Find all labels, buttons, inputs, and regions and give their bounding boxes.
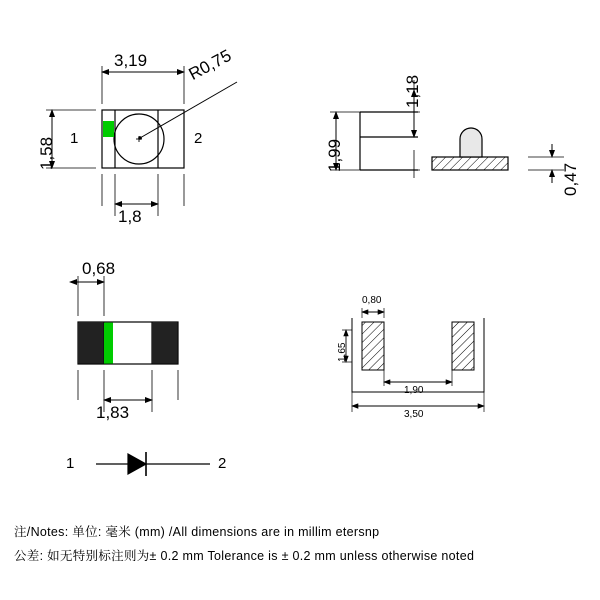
tolerance-note: 公差: 如无特别标注则为± 0.2 mm Tolerance is ± 0.2 mm unless otherwise noted <box>14 549 475 563</box>
bottom-electrode-right <box>153 323 178 364</box>
dim-bottom-length: 1,83 <box>96 403 130 422</box>
dim-side-body-thickness: 0,47 <box>561 162 580 196</box>
dim-top-width: 3,19 <box>114 51 148 70</box>
led-chip-bottom <box>104 323 113 364</box>
dim-footprint-inner-span: 1,90 <box>404 385 424 396</box>
dim-footprint-outer-span: 3,50 <box>404 409 424 420</box>
bottom-electrode-left <box>79 323 104 364</box>
side-view-geometry <box>360 112 508 170</box>
dim-footprint-pad-width: 0,80 <box>362 295 382 306</box>
dim-top-height: 1,58 <box>37 136 56 170</box>
dim-side-lens-height: 1,18 <box>403 74 422 108</box>
top-pin1-label: 1 <box>70 130 79 147</box>
top-view-geometry <box>102 82 237 168</box>
units-note <box>14 522 379 540</box>
symbol-pin2-label: 2 <box>218 455 227 472</box>
dim-top-pad: 1,8 <box>118 207 142 226</box>
top-pin2-label: 2 <box>194 130 203 147</box>
diode-symbol-geometry <box>96 452 210 476</box>
dim-bottom-electrode: 0,68 <box>82 259 116 278</box>
dim-top-radius: R0,75 <box>185 45 235 84</box>
units-note-suffix: np <box>364 525 380 539</box>
led-chip-top <box>103 121 114 137</box>
units-note-text: 注/Notes: 单位: 毫米 (mm) /All dimensions are in millim eters <box>14 525 365 539</box>
dim-footprint-pad-height: 1,65 <box>337 342 348 362</box>
footprint-geometry <box>342 308 484 412</box>
dim-side-total-height: 1,99 <box>325 138 344 172</box>
symbol-pin1-label: 1 <box>66 455 75 472</box>
